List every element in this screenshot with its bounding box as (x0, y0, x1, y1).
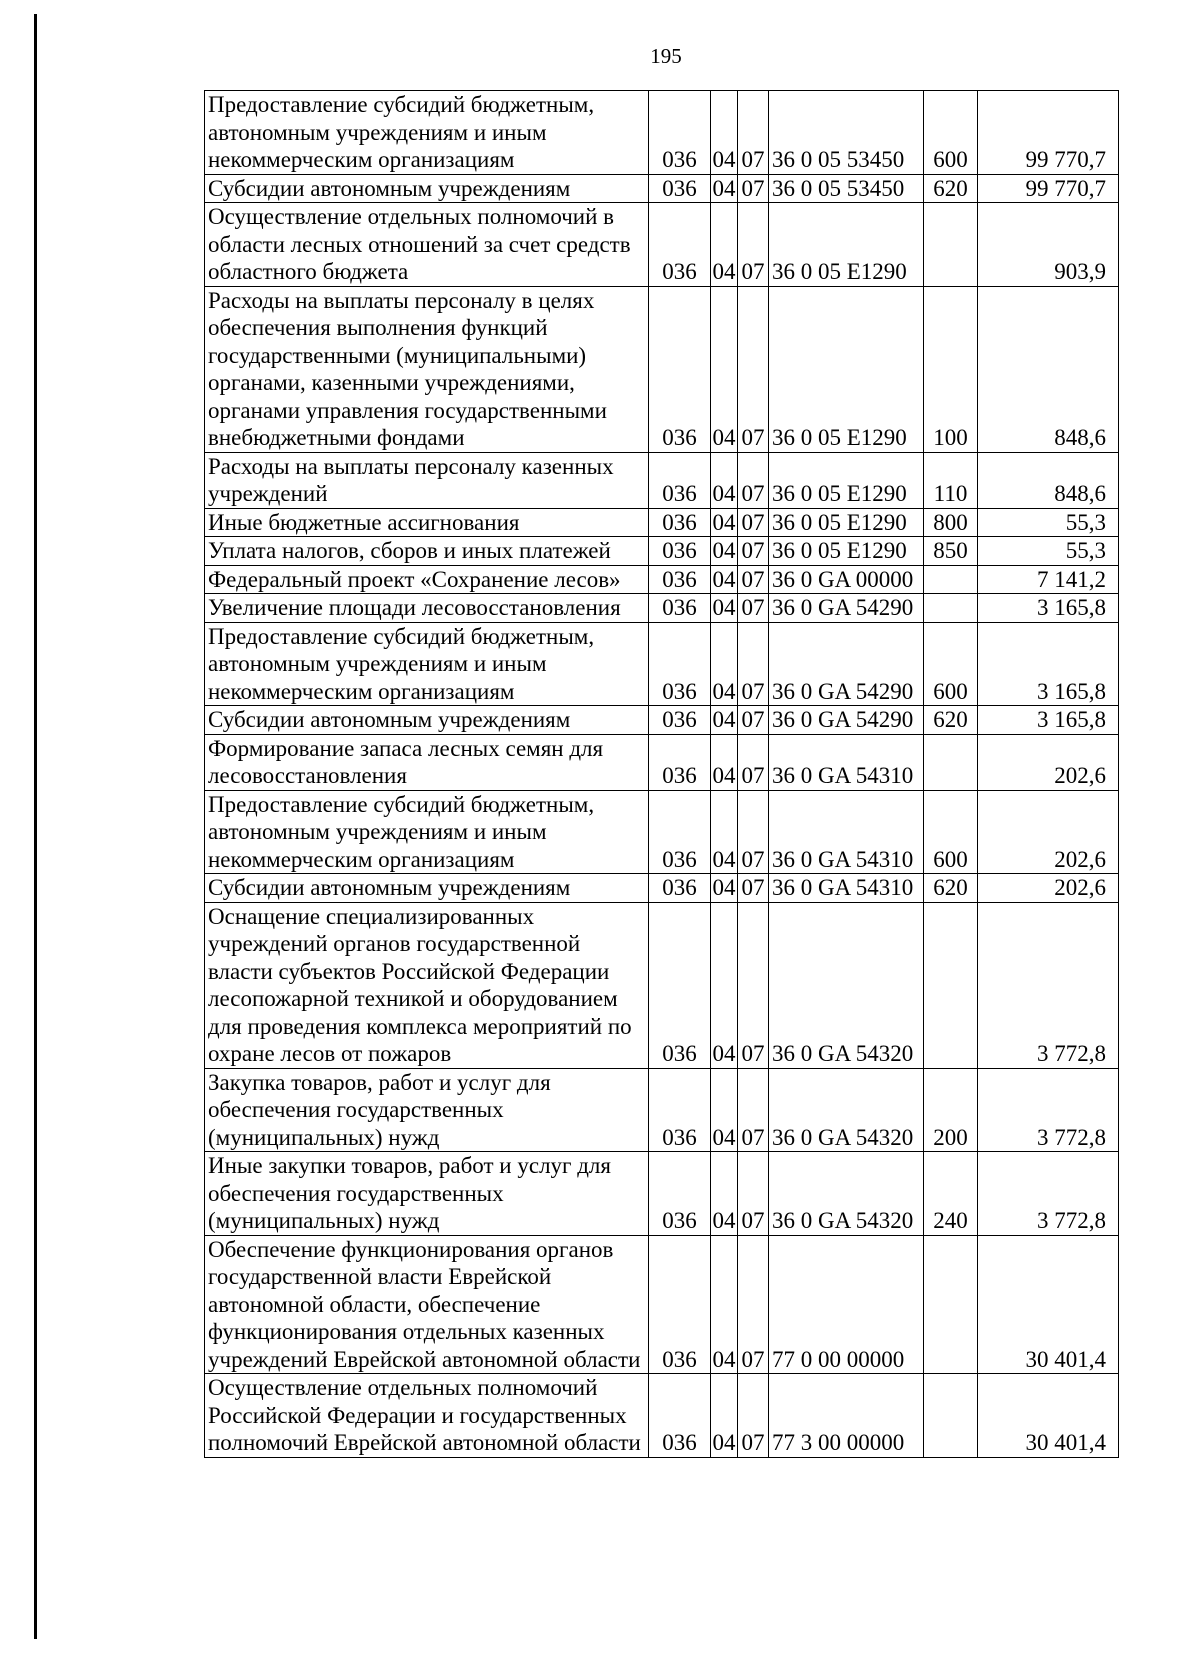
table-row (205, 174, 1119, 203)
row-target-article-cell: 36 0 GA 54320 (769, 902, 924, 1068)
row-subsection-cell: 07 (738, 734, 769, 790)
row-amount-cell: 3 772,8 (978, 1152, 1119, 1236)
row-section-cell: 04 (711, 91, 738, 175)
row-grbs-cell: 036 (649, 286, 711, 452)
row-expense-type-cell: 110 (924, 452, 978, 508)
table-row (205, 508, 1119, 537)
row-grbs-cell: 036 (649, 902, 711, 1068)
row-subsection-cell: 07 (738, 565, 769, 594)
row-section-cell: 04 (711, 1068, 738, 1152)
row-amount-cell: 3 165,8 (978, 622, 1119, 706)
row-section-cell: 04 (712, 175, 736, 201)
row-name-cell: Субсидии автономным учреждениям (205, 174, 649, 203)
row-target-article-cell: 36 0 05 Е1290 (769, 286, 924, 452)
row-expense-type-cell (924, 565, 978, 594)
row-target-article-cell: 36 0 05 Е1290 (769, 508, 924, 537)
row-grbs-cell: 036 (649, 1152, 711, 1236)
row-name-cell: Предоставление субсидий бюджетным, автономным учреждениям и иным некоммерческим организациям (205, 790, 649, 874)
table-row (205, 565, 1119, 594)
row-amount-cell: 202,6 (978, 734, 1119, 790)
table-row (205, 734, 1119, 790)
row-expense-type-cell: 600 (924, 790, 978, 874)
row-amount-cell: 99 770,7 (978, 174, 1119, 203)
row-grbs-cell: 036 (649, 1068, 711, 1152)
row-name-cell: Субсидии автономным учреждениям (205, 874, 649, 903)
row-subsection-cell: 07 (738, 1235, 769, 1374)
row-grbs-cell: 036 (649, 452, 711, 508)
row-expense-type-cell (924, 1235, 978, 1374)
row-grbs-cell: 036 (649, 1374, 711, 1458)
table-row (205, 1152, 1119, 1236)
row-expense-type-cell (924, 1374, 978, 1458)
row-amount-cell: 903,9 (978, 203, 1119, 287)
budget-table (204, 90, 1119, 1458)
row-name-cell: Субсидии автономным учреждениям (205, 706, 649, 735)
row-subsection-cell: 07 (738, 790, 769, 874)
row-target-article-cell: 77 3 00 00000 (769, 1374, 924, 1458)
row-section-cell: 04 (712, 875, 736, 900)
table-row (205, 91, 1119, 175)
row-target-article-cell: 36 0 GA 54320 (769, 1152, 924, 1236)
row-expense-type-cell (924, 594, 978, 623)
table-row (205, 1235, 1119, 1374)
row-section-cell: 04 (711, 1374, 738, 1458)
row-section-cell: 04 (711, 286, 738, 452)
row-section-cell: 04 (712, 566, 736, 592)
row-amount-cell: 848,6 (978, 286, 1119, 452)
table-body (205, 91, 1119, 1458)
row-subsection-cell: 07 (738, 452, 769, 508)
row-subsection-cell: 07 (738, 622, 769, 706)
row-grbs-cell: 036 (649, 203, 711, 287)
row-grbs-cell: 036 (649, 537, 711, 566)
row-target-article-cell: 36 0 05 Е1290 (769, 537, 924, 566)
row-grbs-cell: 036 (649, 622, 711, 706)
row-expense-type-cell: 850 (924, 537, 978, 566)
row-target-article-cell: 36 0 GA 54310 (769, 734, 924, 790)
row-target-article-cell: 36 0 GA 54290 (769, 706, 924, 735)
page-number: 195 (650, 44, 682, 68)
left-margin-line (34, 14, 37, 1639)
row-subsection-cell: 07 (738, 594, 769, 623)
row-expense-type-cell: 800 (924, 508, 978, 537)
row-section-cell: 04 (712, 707, 736, 732)
row-subsection-cell: 07 (738, 537, 769, 566)
row-name-cell: Оснащение специализированных учреждений органов государственной власти субъектов Российской Федерации лесопожарной техникой и оборудованием для проведения комплекса мероприятий по охране лесов от пожаров (205, 902, 649, 1068)
row-grbs-cell: 036 (649, 790, 711, 874)
row-name-cell: Увеличение площади лесовосстановления (205, 594, 649, 623)
row-name-cell: Иные бюджетные ассигнования (205, 508, 649, 537)
row-subsection-cell: 07 (738, 706, 769, 735)
row-subsection-cell: 07 (738, 1152, 769, 1236)
row-section-cell: 04 (712, 509, 736, 535)
row-section-cell: 04 (711, 790, 738, 874)
row-expense-type-cell (924, 203, 978, 287)
row-grbs-cell: 036 (649, 508, 711, 537)
row-target-article-cell: 36 0 GA 54290 (769, 594, 924, 623)
row-name-cell: Расходы на выплаты персоналу казенных учреждений (205, 452, 649, 508)
row-grbs-cell: 036 (649, 91, 711, 175)
row-subsection-cell: 07 (738, 874, 769, 903)
row-grbs-cell: 036 (649, 174, 711, 203)
row-section-cell: 04 (711, 1235, 738, 1374)
row-amount-cell: 202,6 (978, 874, 1119, 903)
row-name-cell: Уплата налогов, сборов и иных платежей (205, 537, 649, 566)
row-section-cell: 04 (711, 452, 738, 508)
row-section-cell: 04 (711, 734, 738, 790)
row-amount-cell: 99 770,7 (978, 91, 1119, 175)
table-row (205, 790, 1119, 874)
row-grbs-cell: 036 (649, 565, 711, 594)
row-section-cell: 04 (711, 622, 738, 706)
row-grbs-cell: 036 (649, 734, 711, 790)
row-amount-cell: 3 165,8 (978, 706, 1119, 735)
row-subsection-cell: 07 (738, 203, 769, 287)
row-amount-cell: 55,3 (978, 508, 1119, 537)
row-section-cell: 04 (712, 538, 736, 563)
row-expense-type-cell: 620 (924, 706, 978, 735)
table-row (205, 203, 1119, 287)
row-expense-type-cell (924, 902, 978, 1068)
row-section-cell: 04 (711, 203, 738, 287)
row-name-cell: Предоставление субсидий бюджетным, автономным учреждениям и иным некоммерческим организациям (205, 622, 649, 706)
row-target-article-cell: 36 0 05 Е1290 (769, 203, 924, 287)
row-expense-type-cell: 200 (924, 1068, 978, 1152)
row-expense-type-cell: 240 (924, 1152, 978, 1236)
row-name-cell: Предоставление субсидий бюджетным, автономным учреждениям и иным некоммерческим организациям (205, 91, 649, 175)
row-grbs-cell: 036 (649, 706, 711, 735)
table-row (205, 286, 1119, 452)
row-name-cell: Осуществление отдельных полномочий в области лесных отношений за счет средств областного бюджета (205, 203, 649, 287)
row-subsection-cell: 07 (738, 508, 769, 537)
row-subsection-cell: 07 (738, 286, 769, 452)
row-grbs-cell: 036 (649, 594, 711, 623)
row-amount-cell: 202,6 (978, 790, 1119, 874)
row-section-cell: 04 (711, 1152, 738, 1236)
row-grbs-cell: 036 (649, 874, 711, 903)
row-target-article-cell: 36 0 05 53450 (769, 91, 924, 175)
row-name-cell: Расходы на выплаты персоналу в целях обеспечения выполнения функций государственными (муниципальными) органами, казенными учреждениями, органами управления государственными внебюджетными фондами (205, 286, 649, 452)
table-row (205, 537, 1119, 566)
row-amount-cell: 30 401,4 (978, 1235, 1119, 1374)
row-section-cell: 04 (712, 595, 736, 620)
row-subsection-cell: 07 (738, 174, 769, 203)
row-name-cell: Федеральный проект «Сохранение лесов» (205, 565, 649, 594)
row-amount-cell: 55,3 (978, 537, 1119, 566)
row-expense-type-cell (924, 734, 978, 790)
row-amount-cell: 3 772,8 (978, 902, 1119, 1068)
row-target-article-cell: 36 0 GA 00000 (769, 565, 924, 594)
row-name-cell: Обеспечение функционирования органов государственной власти Еврейской автономной области, обеспечение функционирования отдельных казенных учреждений Еврейской автономной области (205, 1235, 649, 1374)
row-amount-cell: 3 165,8 (978, 594, 1119, 623)
row-name-cell: Формирование запаса лесных семян для лесовосстановления (205, 734, 649, 790)
row-target-article-cell: 36 0 GA 54310 (769, 790, 924, 874)
row-target-article-cell: 36 0 GA 54290 (769, 622, 924, 706)
table-row (205, 706, 1119, 735)
row-subsection-cell: 07 (738, 1068, 769, 1152)
row-expense-type-cell: 100 (924, 286, 978, 452)
row-expense-type-cell: 620 (924, 174, 978, 203)
row-target-article-cell: 36 0 05 53450 (769, 174, 924, 203)
row-target-article-cell: 36 0 GA 54320 (769, 1068, 924, 1152)
row-amount-cell: 848,6 (978, 452, 1119, 508)
table-row (205, 874, 1119, 903)
row-expense-type-cell: 600 (924, 91, 978, 175)
table-row (205, 452, 1119, 508)
table-row (205, 902, 1119, 1068)
row-subsection-cell: 07 (738, 902, 769, 1068)
table-row (205, 622, 1119, 706)
row-subsection-cell: 07 (738, 91, 769, 175)
row-grbs-cell: 036 (649, 1235, 711, 1374)
row-name-cell: Осуществление отдельных полномочий Российской Федерации и государственных полномочий Еврейской автономной области (205, 1374, 649, 1458)
row-section-cell: 04 (711, 902, 738, 1068)
row-amount-cell: 7 141,2 (978, 565, 1119, 594)
row-name-cell: Иные закупки товаров, работ и услуг для обеспечения государственных (муниципальных) нужд (205, 1152, 649, 1236)
row-target-article-cell: 77 0 00 00000 (769, 1235, 924, 1374)
row-amount-cell: 30 401,4 (978, 1374, 1119, 1458)
row-amount-cell: 3 772,8 (978, 1068, 1119, 1152)
table-row (205, 1374, 1119, 1458)
row-target-article-cell: 36 0 GA 54310 (769, 874, 924, 903)
row-expense-type-cell: 600 (924, 622, 978, 706)
row-expense-type-cell: 620 (924, 874, 978, 903)
table-row (205, 1068, 1119, 1152)
row-name-cell: Закупка товаров, работ и услуг для обеспечения государственных (муниципальных) нужд (205, 1068, 649, 1152)
row-subsection-cell: 07 (738, 1374, 769, 1458)
table-row (205, 594, 1119, 623)
row-target-article-cell: 36 0 05 Е1290 (769, 452, 924, 508)
